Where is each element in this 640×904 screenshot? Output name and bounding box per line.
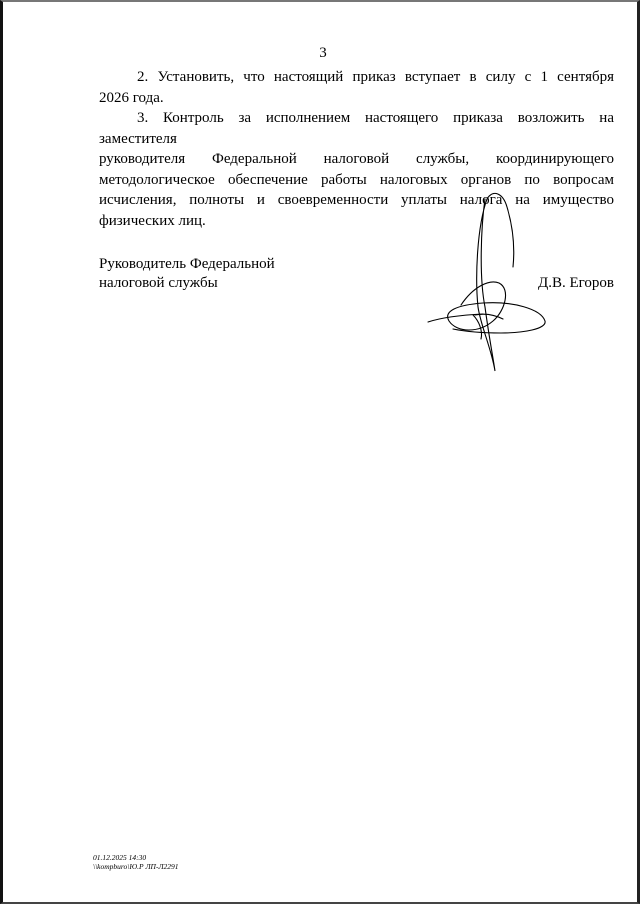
- signatory-name: Д.В. Егоров: [538, 275, 615, 291]
- paragraph-line: 2. Установить, что настоящий приказ вступает в силу с 1 сентября: [137, 69, 614, 85]
- paragraph-line: руководителя Федеральной налоговой службы, координирующего: [99, 151, 614, 167]
- footer-timestamp: 01.12.2025 14:30: [93, 853, 147, 862]
- paragraph-2: [99, 67, 614, 108]
- paragraph-line: 2026 года.: [99, 89, 164, 106]
- footer-path: \\kompburo\Ю.Р ЛП-Л2291: [93, 862, 179, 871]
- paragraph-line: методологическое обеспечение работы налоговых органов по вопросам: [99, 171, 614, 188]
- page-number: 3: [319, 45, 327, 61]
- footer-stamp: [93, 853, 179, 871]
- paragraph-line: физических лиц.: [99, 212, 206, 229]
- signatory-title: Руководитель Федеральной налоговой службы: [99, 256, 275, 291]
- paragraph-line: 3. Контроль за исполнением настоящего приказа возложить на заместителя: [99, 110, 614, 147]
- paragraph-line: исчисления, полноты и своевременности уплаты налога на имущество: [99, 192, 614, 208]
